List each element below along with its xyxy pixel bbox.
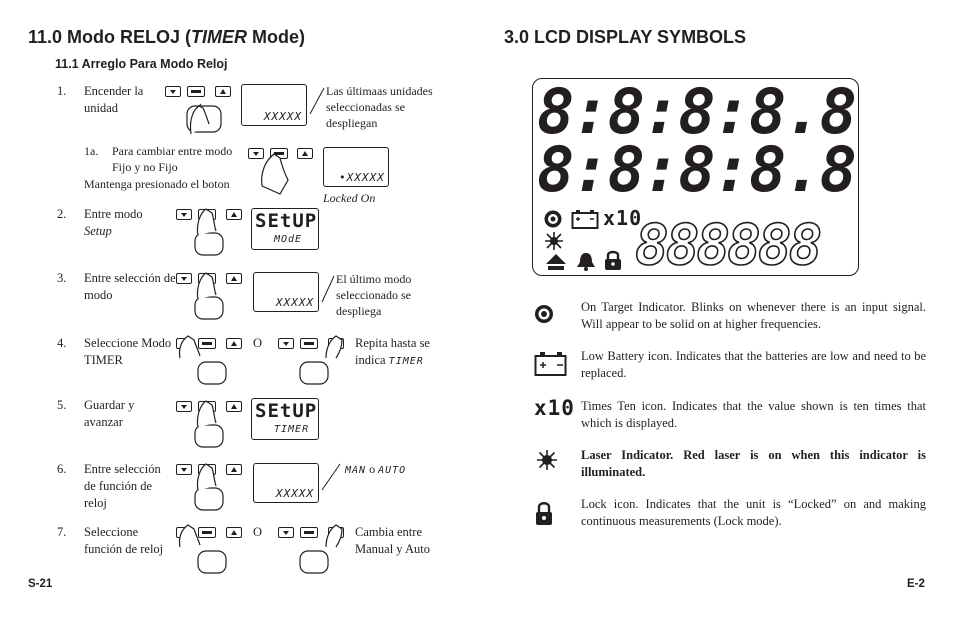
up-key [226,209,242,220]
finger-press-icon [192,397,228,449]
step-1-text: Encender la unidad [84,84,144,115]
up-key [297,148,313,159]
left-page-number: S-21 [28,578,53,590]
lcd-screen: SEtUP TIMER [251,398,319,440]
step-6-text: Entre selección de función de reloj [84,462,161,510]
locked-on-label: Locked On [323,191,376,205]
laser-icon [536,449,558,471]
step-6-number: 6. [57,462,67,476]
up-key [226,401,242,412]
finger-press-icon [176,334,228,386]
pointer-line [320,274,336,304]
down-key [176,209,192,220]
lcd-digits-row-1: 8:8:8:8.8 [537,75,855,148]
lcd-alpha-row: 888888 [635,213,820,278]
down-key [176,401,192,412]
symbol-description: Low Battery icon. Indicates that the batteries are low and need to be replaced. [581,349,926,380]
pointer-line [320,462,342,492]
step-5-number: 5. [57,398,67,412]
step-4-text: Seleccione Modo TIMER [84,336,172,367]
x10-icon: x10 [534,396,575,420]
lcd-screen: XXXXX [253,272,319,312]
battery-icon [571,209,599,229]
down-key [176,273,192,284]
lock-icon [534,500,554,526]
up-key [226,273,242,284]
step-3-note: El último modo seleccionado se despliega [336,272,412,318]
down-key [278,338,294,349]
or-label: O [253,525,263,539]
step-1a-number: 1a. [84,144,99,158]
down-key [165,86,181,97]
step-3-text: Entre selección de modo [84,271,176,302]
target-icon [534,304,554,324]
left-page-title: 11.0 Modo RELOJ (TIMER Mode) [28,27,306,47]
step-7-number: 7. [57,525,67,539]
finger-press-icon [296,523,346,575]
lcd-screen: SEtUP MOdE [251,208,319,250]
up-key [226,464,242,475]
up-key [226,527,242,538]
lock-icon [603,249,623,271]
pointer-line [308,86,326,116]
step-1a-text: Para cambiar entre modo Fijo y no Fijo [112,144,233,174]
lcd-screen: XXXXX [241,84,307,126]
laser-icon [543,231,565,251]
left-page-subtitle: 11.1 Arreglo Para Modo Reloj [55,57,228,71]
step-1-number: 1. [57,84,67,98]
lcd-display-diagram [532,75,859,278]
bell-icon [575,251,597,271]
up-key [226,338,242,349]
right-page-title: 3.0 LCD DISPLAY SYMBOLS [504,27,747,47]
step-4-note: Repita hasta se indica TIMER [355,336,430,367]
lcd-digits-row-2: 8:8:8:8.8 [537,133,855,206]
lcd-screen: •XXXXX [323,147,389,187]
step-2-number: 2. [57,207,67,221]
x10-icon: x10 [603,206,643,230]
battery-icon [534,351,568,377]
mode-key [187,86,205,97]
step-2-text: Entre modo Setup [84,207,143,238]
symbol-description: Laser Indicator. Red laser is on when this indicator is illuminated. [581,448,926,479]
step-7-text: Seleccione función de reloj [84,525,164,556]
finger-press-icon [192,205,228,257]
down-key [278,527,294,538]
step-1-note: Las últimaas unidades seleccionadas se despliegan [326,84,433,130]
finger-press-icon [192,269,228,321]
up-key [215,86,231,97]
finger-press-icon [296,334,346,386]
symbol-description: Times Ten icon. Indicates that the value shown is ten times that which is displayed. [581,399,926,430]
step-4-number: 4. [57,336,67,350]
step-7-note: Cambia entre Manual y Auto [355,525,430,556]
lcd-screen: XXXXX [253,463,319,503]
symbol-description: Lock icon. Indicates that the unit is “Locked” on and making continuous measurements (Lock mode). [581,497,926,528]
arrow-up-icon [545,253,567,271]
step-5-text: Guardar y avanzar [84,398,135,429]
step-6-note: MAN o AUTO [345,462,407,476]
right-page-number: E-2 [907,578,925,590]
finger-press-icon [183,100,225,138]
symbol-description: On Target Indicator. Blinks on whenever there is an input signal. Will appear to be solid on at higher frequencies. [581,300,926,331]
step-1a-hold-text: Mantenga presionado el boton [84,177,230,191]
finger-press-icon [176,523,228,575]
target-icon [543,209,563,229]
down-key [176,464,192,475]
finger-press-icon [258,150,298,198]
finger-press-icon [192,460,228,512]
or-label: O [253,336,263,350]
step-3-number: 3. [57,271,67,285]
